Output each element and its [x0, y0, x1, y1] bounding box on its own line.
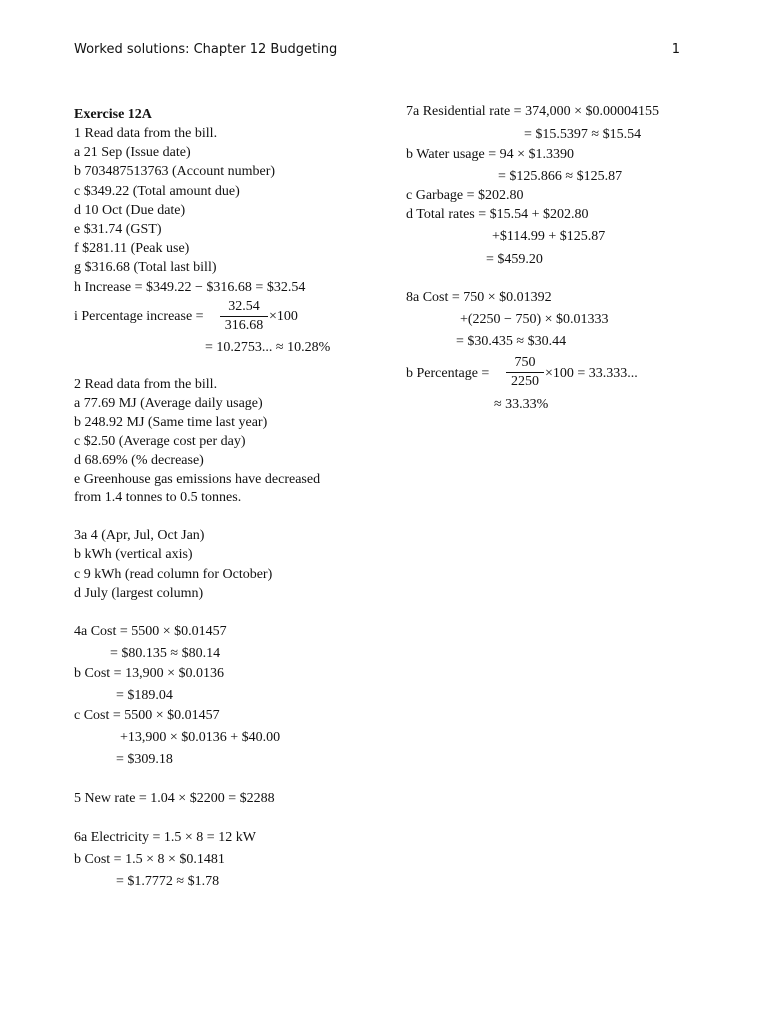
q7-d-line3: = $459.20 — [486, 252, 543, 267]
q7-a-line2: = $15.5397 ≈ $15.54 — [524, 127, 642, 142]
q1-a: a 21 Sep (Issue date) — [74, 145, 191, 160]
q1-d: d 10 Oct (Due date) — [74, 203, 186, 218]
q8-b-numerator: 750 — [506, 355, 544, 373]
q8-b-suffix: ×100 = 33.333... — [545, 366, 638, 381]
q1-i-denominator: 316.68 — [224, 318, 264, 333]
q3-a: 3a 4 (Apr, Jul, Oct Jan) — [74, 528, 205, 543]
q1-intro: 1 Read data from the bill. — [74, 126, 218, 141]
q7-d-line2: +$114.99 + $125.87 — [492, 229, 606, 244]
q7-a-line1: 7a Residential rate = 374,000 × $0.00004155 — [406, 104, 659, 119]
q4-b-line1: b Cost = 13,900 × $0.0136 — [74, 666, 224, 681]
q3-c: c 9 kWh (read column for October) — [74, 567, 273, 582]
q4-b-line2: = $189.04 — [116, 688, 173, 703]
q1-f: f $281.11 (Peak use) — [74, 241, 190, 256]
q7-c: c Garbage = $202.80 — [406, 188, 524, 203]
q6-b-line2: = $1.7772 ≈ $1.78 — [116, 874, 220, 889]
q3-b: b kWh (vertical axis) — [74, 547, 193, 562]
q2-d: d 68.69% (% decrease) — [74, 453, 204, 468]
q1-i-prefix: i Percentage increase = — [74, 309, 204, 324]
q4-a-line2: = $80.135 ≈ $80.14 — [110, 646, 221, 661]
q8-b-fraction — [506, 355, 544, 390]
q2-e-line2: from 1.4 tonnes to 0.5 tonnes. — [74, 490, 242, 505]
q8-b-prefix: b Percentage = — [406, 366, 490, 381]
q8-a-line3: = $30.435 ≈ $30.44 — [456, 334, 567, 349]
q7-b-line2: = $125.866 ≈ $125.87 — [498, 169, 623, 184]
q1-h: h Increase = $349.22 − $316.68 = $32.54 — [74, 280, 306, 295]
q1-i-fraction — [220, 299, 268, 334]
exercise-heading: Exercise 12A — [74, 107, 152, 122]
q4-c-line1: c Cost = 5500 × $0.01457 — [74, 708, 220, 723]
q8-a-line1: 8a Cost = 750 × $0.01392 — [406, 290, 552, 305]
q8-a-line2: +(2250 − 750) × $0.01333 — [460, 312, 609, 327]
q8-b-result: ≈ 33.33% — [494, 397, 549, 412]
q3-d: d July (largest column) — [74, 586, 204, 601]
q1-i-numerator: 32.54 — [220, 299, 268, 317]
q6-a: 6a Electricity = 1.5 × 8 = 12 kW — [74, 830, 256, 845]
page-number: 1 — [671, 42, 680, 57]
q1-g: g $316.68 (Total last bill) — [74, 260, 217, 275]
q1-e: e $31.74 (GST) — [74, 222, 162, 237]
q2-c: c $2.50 (Average cost per day) — [74, 434, 246, 449]
q2-a: a 77.69 MJ (Average daily usage) — [74, 396, 263, 411]
header-title: Worked solutions: Chapter 12 Budgeting — [74, 42, 338, 57]
q8-b-denominator: 2250 — [511, 374, 539, 389]
q4-c-line3: = $309.18 — [116, 752, 173, 767]
q4-a-line1: 4a Cost = 5500 × $0.01457 — [74, 624, 227, 639]
q1-c: c $349.22 (Total amount due) — [74, 184, 240, 199]
q7-d-line1: d Total rates = $15.54 + $202.80 — [406, 207, 589, 222]
q2-intro: 2 Read data from the bill. — [74, 377, 218, 392]
q1-i-result: = 10.2753... ≈ 10.28% — [205, 340, 331, 355]
q1-b: b 703487513763 (Account number) — [74, 164, 276, 179]
q4-c-line2: +13,900 × $0.0136 + $40.00 — [120, 730, 281, 745]
q2-e-line1: e Greenhouse gas emissions have decreased — [74, 472, 321, 487]
q6-b-line1: b Cost = 1.5 × 8 × $0.1481 — [74, 852, 225, 867]
q2-b: b 248.92 MJ (Same time last year) — [74, 415, 268, 430]
q7-b-line1: b Water usage = 94 × $1.3390 — [406, 147, 574, 162]
page-header — [74, 42, 680, 62]
q5-line: 5 New rate = 1.04 × $2200 = $2288 — [74, 791, 275, 806]
q1-i-suffix: ×100 — [269, 309, 298, 324]
